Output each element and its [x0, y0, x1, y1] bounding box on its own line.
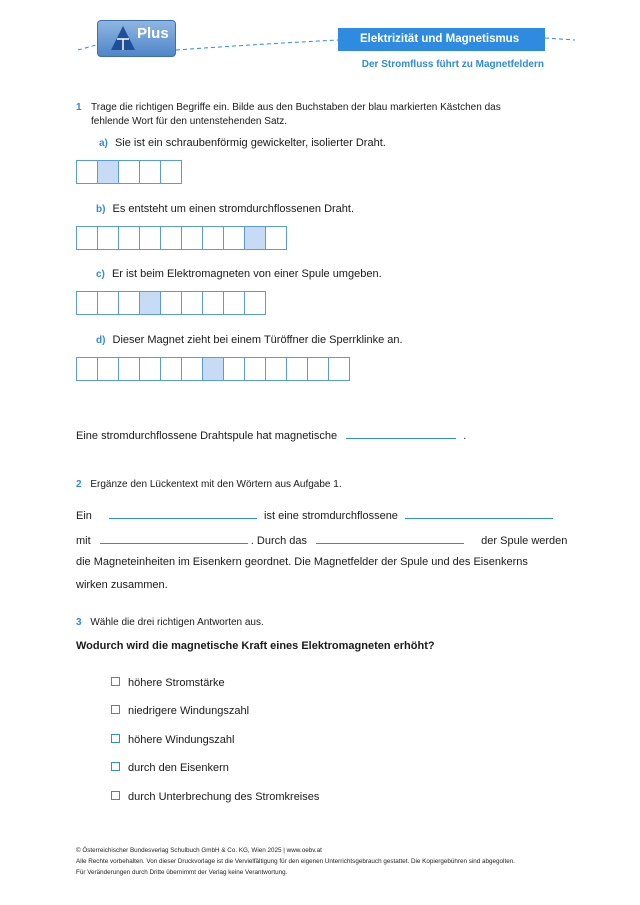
- letter-box[interactable]: [265, 357, 287, 381]
- task1-header: [76, 101, 82, 115]
- item-text: Dieser Magnet zieht bei einem Türöffner die Sperrklinke an.: [112, 334, 403, 346]
- letter-box[interactable]: [202, 226, 224, 250]
- letter-box[interactable]: [181, 357, 203, 381]
- cloze-word: . Durch das: [250, 535, 308, 547]
- item-text: Er ist beim Elektromagneten von einer Spule umgeben.: [111, 268, 382, 280]
- task1-item-b: [96, 203, 354, 215]
- solution-text: Eine stromdurchflossene Drahtspule hat magnetische: [76, 430, 338, 442]
- item-label: d): [96, 335, 106, 346]
- task1-instruction: [91, 101, 571, 129]
- option-label: höhere Stromstärke: [128, 677, 225, 689]
- option-label: durch den Eisenkern: [128, 762, 229, 774]
- footer-line: © Österreichischer Bundesverlag Schulbuch GmbH & Co. KG, Wien 2025 | www.oebv.at: [76, 847, 322, 854]
- letter-box[interactable]: [118, 357, 140, 381]
- letter-box[interactable]: [328, 357, 350, 381]
- task2-instruction: Ergänze den Lückentext mit den Wörtern aus Aufgabe 1.: [90, 479, 342, 490]
- task1-item-d: [96, 334, 403, 346]
- letter-box[interactable]: [181, 291, 203, 315]
- letter-boxes-d: [76, 357, 350, 381]
- letter-box[interactable]: [265, 226, 287, 250]
- cloze-word: ist eine stromdurchflossene: [264, 510, 398, 522]
- item-label: a): [99, 138, 108, 149]
- letter-box[interactable]: [118, 291, 140, 315]
- cloze-blank-3[interactable]: [100, 531, 248, 544]
- highlighted-letter-box[interactable]: [97, 160, 119, 184]
- letter-box[interactable]: [223, 291, 245, 315]
- task3-header: [76, 616, 264, 630]
- letter-box[interactable]: [76, 160, 98, 184]
- solution-sentence: [76, 426, 466, 442]
- checkbox-icon[interactable]: [111, 762, 120, 771]
- item-text: Es entsteht um einen stromdurchflossenen Draht.: [112, 203, 355, 215]
- option-2[interactable]: [111, 705, 249, 717]
- letter-box[interactable]: [97, 357, 119, 381]
- cloze-word: Ein: [76, 510, 92, 522]
- cloze-line-1: [76, 506, 553, 522]
- letter-boxes-b: [76, 226, 287, 250]
- logo-text: Plus: [137, 25, 169, 42]
- task1-number: 1: [76, 102, 82, 113]
- cloze-blank-2[interactable]: [405, 506, 553, 519]
- option-label: niedrigere Windungszahl: [128, 705, 250, 717]
- topic-banner: Elektrizität und Magnetismus: [338, 28, 545, 51]
- cloze-line-4: wirken zusammen.: [76, 579, 168, 591]
- highlighted-letter-box[interactable]: [139, 291, 161, 315]
- letter-box[interactable]: [223, 357, 245, 381]
- option-label: durch Unterbrechung des Stromkreises: [128, 791, 320, 803]
- task2-number: 2: [76, 479, 82, 490]
- letter-box[interactable]: [223, 226, 245, 250]
- letter-boxes-c: [76, 291, 266, 315]
- checkbox-icon[interactable]: [111, 734, 120, 743]
- triangle-logo-icon: [110, 24, 136, 52]
- solution-end: .: [463, 430, 467, 442]
- task3-number: 3: [76, 617, 82, 628]
- footer-line: Alle Rechte vorbehalten. Von dieser Druckvorlage ist die Vervielfältigung für den eigenen Unterrichtsgebrauch gestattet. Die Kopiergebühren sind abgegolten.: [76, 858, 515, 865]
- copyright-footer: [76, 845, 515, 878]
- item-text: Sie ist ein schraubenförmig gewickelter, isolierter Draht.: [114, 137, 386, 149]
- cloze-word: mit: [76, 535, 91, 547]
- letter-box[interactable]: [118, 226, 140, 250]
- letter-box[interactable]: [139, 160, 161, 184]
- letter-box[interactable]: [244, 357, 266, 381]
- letter-box[interactable]: [139, 357, 161, 381]
- letter-box[interactable]: [244, 291, 266, 315]
- letter-box[interactable]: [160, 160, 182, 184]
- letter-box[interactable]: [160, 226, 182, 250]
- letter-box[interactable]: [76, 291, 98, 315]
- letter-box[interactable]: [139, 226, 161, 250]
- footer-line: Für Veränderungen durch Dritte übernimmt der Verlag keine Verantwortung.: [76, 869, 288, 876]
- task3-question: Wodurch wird die magnetische Kraft eines Elektromagneten erhöht?: [76, 640, 435, 652]
- option-1[interactable]: [111, 677, 225, 689]
- task1-instruction-line2: fehlende Wort für den untenstehenden Satz.: [91, 116, 288, 127]
- option-4[interactable]: [111, 762, 229, 774]
- cloze-blank-4[interactable]: [316, 531, 464, 544]
- plus-logo: [97, 20, 176, 57]
- cloze-line-3: die Magneteinheiten im Eisenkern geordnet. Die Magnetfelder der Spule und des Eisenkerns: [76, 556, 528, 568]
- letter-box[interactable]: [97, 291, 119, 315]
- cloze-blank-1[interactable]: [109, 506, 257, 519]
- highlighted-letter-box[interactable]: [202, 357, 224, 381]
- task1-item-c: [96, 268, 382, 280]
- letter-box[interactable]: [202, 291, 224, 315]
- letter-box[interactable]: [76, 357, 98, 381]
- item-label: c): [96, 269, 105, 280]
- option-3[interactable]: [111, 734, 234, 746]
- option-label: höhere Windungszahl: [128, 734, 235, 746]
- letter-box[interactable]: [307, 357, 329, 381]
- task1-instruction-line1: Trage die richtigen Begriffe ein. Bilde aus den Buchstaben der blau markierten Kästchen das: [91, 102, 501, 113]
- checkbox-icon[interactable]: [111, 677, 120, 686]
- letter-box[interactable]: [160, 357, 182, 381]
- option-5[interactable]: [111, 791, 319, 803]
- letter-box[interactable]: [97, 226, 119, 250]
- letter-box[interactable]: [118, 160, 140, 184]
- cloze-word: der Spule werden: [481, 535, 568, 547]
- checkbox-icon[interactable]: [111, 705, 120, 714]
- page-subtitle: Der Stromfluss führt zu Magnetfeldern: [361, 59, 544, 70]
- letter-box[interactable]: [181, 226, 203, 250]
- letter-boxes-a: [76, 160, 182, 184]
- letter-box[interactable]: [76, 226, 98, 250]
- solution-blank[interactable]: [346, 426, 456, 439]
- cloze-line-2: [76, 531, 567, 547]
- item-label: b): [96, 204, 106, 215]
- letter-box[interactable]: [286, 357, 308, 381]
- task1-item-a: [99, 137, 386, 149]
- checkbox-icon[interactable]: [111, 791, 120, 800]
- letter-box[interactable]: [160, 291, 182, 315]
- task3-instruction: Wähle die drei richtigen Antworten aus.: [90, 617, 264, 628]
- highlighted-letter-box[interactable]: [244, 226, 266, 250]
- task2-header: [76, 478, 342, 492]
